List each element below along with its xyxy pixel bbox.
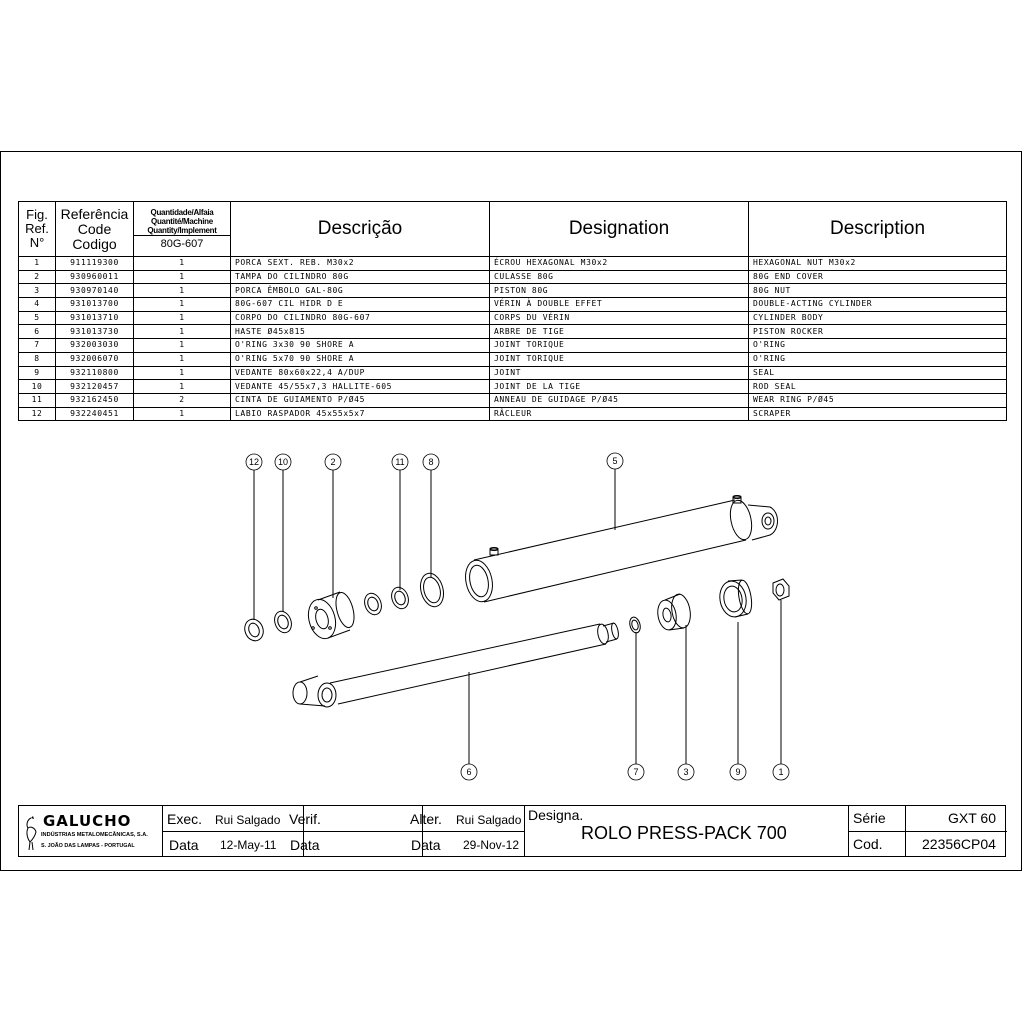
row-description: DOUBLE-ACTING CYLINDER <box>749 298 1007 312</box>
row-designation: JOINT <box>490 366 749 380</box>
row-qty: 1 <box>134 284 231 298</box>
row-descricao: PORCA ÊMBOLO GAL-80G <box>231 284 490 298</box>
table-row <box>19 380 1007 394</box>
row-qty: 1 <box>134 325 231 339</box>
row-descricao: CORPO DO CILINDRO 80G-607 <box>231 311 490 325</box>
verif-label: Verif. <box>289 811 321 827</box>
row-designation: ÉCROU HEXAGONAL M30x2 <box>490 257 749 271</box>
alter-value: Rui Salgado <box>456 813 522 827</box>
balloon-item-10 <box>275 454 291 470</box>
row-description: O'RING <box>749 352 1007 366</box>
header-descricao: Descrição <box>231 202 490 257</box>
row-qty: 1 <box>134 352 231 366</box>
row-description: ROD SEAL <box>749 380 1007 394</box>
company-name: GALUCHO <box>43 812 132 830</box>
row-fig: 1 <box>19 257 56 271</box>
serie-value: GXT 60 <box>948 810 996 826</box>
cod-label: Cod. <box>853 836 883 852</box>
table-row <box>19 393 1007 407</box>
header-reference: Referência Code Codigo <box>56 202 134 257</box>
table-row <box>19 284 1007 298</box>
svg-text:7: 7 <box>633 767 639 777</box>
row-fig: 7 <box>19 339 56 353</box>
row-fig: 12 <box>19 407 56 421</box>
table-row <box>19 270 1007 284</box>
row-descricao: O'RING 5x70 90 SHORE A <box>231 352 490 366</box>
verif-data-label: Data <box>290 837 320 853</box>
row-qty: 1 <box>134 366 231 380</box>
alter-date: 29-Nov-12 <box>463 838 520 852</box>
part-8-o-ring <box>417 571 447 610</box>
row-fig: 10 <box>19 380 56 394</box>
header-description: Description <box>749 202 1007 257</box>
row-descricao: LABIO RASPADOR 45x55x5x7 <box>231 407 490 421</box>
balloon-item-5 <box>607 453 623 469</box>
row-designation: VÉRIN À DOUBLE EFFET <box>490 298 749 312</box>
row-description: CYLINDER BODY <box>749 311 1007 325</box>
row-description: 80G END COVER <box>749 270 1007 284</box>
row-qty: 1 <box>134 257 231 271</box>
svg-text:9: 9 <box>735 767 741 777</box>
row-code: 932110800 <box>56 366 134 380</box>
row-code: 930960011 <box>56 270 134 284</box>
row-fig: 9 <box>19 366 56 380</box>
row-descricao: HASTE Ø45x815 <box>231 325 490 339</box>
balloon-item-8 <box>423 454 439 470</box>
row-description: WEAR RING P/Ø45 <box>749 393 1007 407</box>
cod-value: 22356CP04 <box>922 836 996 852</box>
row-fig: 4 <box>19 298 56 312</box>
row-descricao: TAMPA DO CILINDRO 80G <box>231 270 490 284</box>
row-description: O'RING <box>749 339 1007 353</box>
table-row <box>19 339 1007 353</box>
table-row <box>19 257 1007 271</box>
row-designation: JOINT DE LA TIGE <box>490 380 749 394</box>
row-description: 80G NUT <box>749 284 1007 298</box>
balloon-item-1 <box>773 764 789 780</box>
row-description: SCRAPER <box>749 407 1007 421</box>
row-qty: 1 <box>134 311 231 325</box>
alter-data-label: Data <box>411 837 441 853</box>
row-designation: CULASSE 80G <box>490 270 749 284</box>
row-descricao: VEDANTE 80x60x22,4 A/DUP <box>231 366 490 380</box>
row-code: 931013730 <box>56 325 134 339</box>
table-row <box>19 407 1007 421</box>
row-qty: 1 <box>134 339 231 353</box>
balloon-item-6 <box>461 764 477 780</box>
svg-text:1: 1 <box>778 767 784 777</box>
table-row <box>19 298 1007 312</box>
exec-data-label: Data <box>169 837 199 853</box>
row-code: 931013700 <box>56 298 134 312</box>
parts-table <box>18 201 1007 421</box>
title-block <box>18 805 1006 857</box>
designa-value: ROLO PRESS-PACK 700 <box>581 823 787 843</box>
table-header-row <box>19 202 1007 257</box>
row-qty: 1 <box>134 407 231 421</box>
header-quantity-model: 80G-607 <box>134 235 230 251</box>
row-descricao: 80G-607 CIL HIDR D E <box>231 298 490 312</box>
exploded-view-drawing <box>0 440 1022 800</box>
row-code: 932240451 <box>56 407 134 421</box>
row-code: 932006070 <box>56 352 134 366</box>
part-12-scraper <box>242 617 266 644</box>
company-address-line1: INDÚSTRIAS METALOMECÂNICAS, S.A. <box>41 832 148 838</box>
row-designation: ANNEAU DE GUIDAGE P/Ø45 <box>490 393 749 407</box>
exec-value: Rui Salgado <box>215 813 281 827</box>
table-row <box>19 352 1007 366</box>
part-3-piston <box>656 593 693 632</box>
row-description: PISTON ROCKER <box>749 325 1007 339</box>
row-fig: 2 <box>19 270 56 284</box>
part-2-end-cover <box>304 591 357 642</box>
svg-text:5: 5 <box>612 456 618 466</box>
row-qty: 1 <box>134 298 231 312</box>
designa-label: Designa. <box>528 807 584 823</box>
row-code: 930970140 <box>56 284 134 298</box>
balloon-item-7 <box>628 764 644 780</box>
part-9-seal <box>717 579 754 619</box>
row-designation: CORPS DU VÉRIN <box>490 311 749 325</box>
row-fig: 5 <box>19 311 56 325</box>
balloon-item-2 <box>325 454 341 470</box>
exec-date: 12-May-11 <box>220 838 277 852</box>
part-1-hex-nut <box>773 579 789 600</box>
company-address-line2: S. JOÃO DAS LAMPAS - PORTUGAL <box>41 843 135 849</box>
svg-text:10: 10 <box>277 457 289 467</box>
row-code: 931013710 <box>56 311 134 325</box>
row-qty: 1 <box>134 270 231 284</box>
svg-text:3: 3 <box>683 767 689 777</box>
svg-text:12: 12 <box>248 457 260 467</box>
rooster-logo-icon <box>23 816 39 852</box>
row-designation: JOINT TORIQUE <box>490 339 749 353</box>
row-fig: 8 <box>19 352 56 366</box>
row-description: SEAL <box>749 366 1007 380</box>
row-descricao: VEDANTE 45/55x7,3 HALLITE-605 <box>231 380 490 394</box>
balloon-item-9 <box>730 764 746 780</box>
row-designation: JOINT TORIQUE <box>490 352 749 366</box>
company-logo <box>23 814 159 854</box>
svg-text:6: 6 <box>466 767 472 777</box>
row-code: 932162450 <box>56 393 134 407</box>
row-code: 932003030 <box>56 339 134 353</box>
part-5-cylinder-body <box>462 496 778 605</box>
balloon-item-11 <box>392 454 408 470</box>
balloon-item-12 <box>246 454 262 470</box>
row-descricao: CINTA DE GUIAMENTO P/Ø45 <box>231 393 490 407</box>
svg-text:2: 2 <box>330 457 336 467</box>
row-fig: 6 <box>19 325 56 339</box>
balloon-item-3 <box>678 764 694 780</box>
row-description: HEXAGONAL NUT M30x2 <box>749 257 1007 271</box>
row-designation: ARBRE DE TIGE <box>490 325 749 339</box>
leader-lines <box>254 469 781 764</box>
part-10-rod-seal <box>272 609 295 635</box>
part-wear-ring <box>362 591 385 617</box>
exec-label: Exec. <box>167 811 203 827</box>
table-row <box>19 366 1007 380</box>
svg-text:11: 11 <box>395 457 405 467</box>
header-fig-ref: Fig. Ref. N° <box>19 202 56 257</box>
part-7-o-ring <box>628 616 642 634</box>
row-fig: 3 <box>19 284 56 298</box>
header-quantity: Quantidade/Alfaia Quantité/Machine Quantity/Implement 80G-607 <box>134 202 231 257</box>
row-designation: PISTON 80G <box>490 284 749 298</box>
svg-text:8: 8 <box>428 457 434 467</box>
alter-label: Alter. <box>410 811 442 827</box>
row-designation: RÂCLEUR <box>490 407 749 421</box>
row-descricao: O'RING 3x30 90 SHORE A <box>231 339 490 353</box>
row-code: 911119300 <box>56 257 134 271</box>
serie-label: Série <box>853 810 886 826</box>
row-qty: 1 <box>134 380 231 394</box>
row-code: 932120457 <box>56 380 134 394</box>
part-6-piston-rod <box>293 623 620 707</box>
table-row <box>19 311 1007 325</box>
header-designation: Designation <box>490 202 749 257</box>
row-fig: 11 <box>19 393 56 407</box>
row-qty: 2 <box>134 393 231 407</box>
table-row <box>19 325 1007 339</box>
row-descricao: PORCA SEXT. REB. M30x2 <box>231 257 490 271</box>
